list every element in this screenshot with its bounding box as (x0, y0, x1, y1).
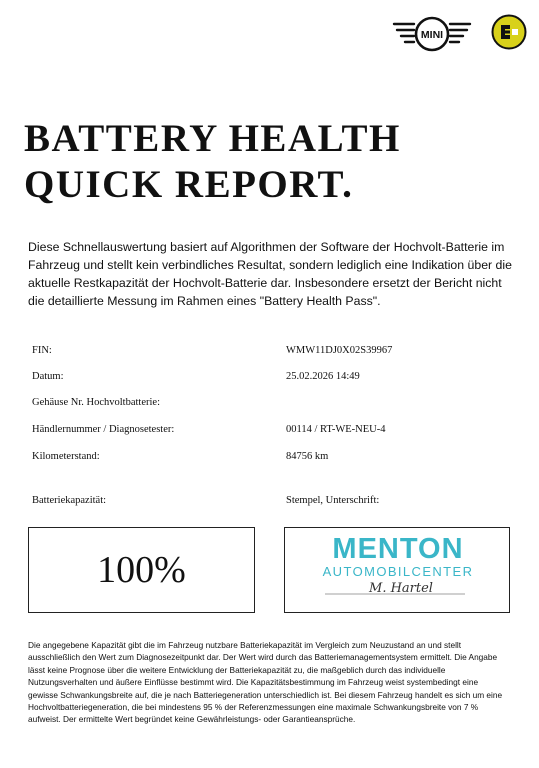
stamp-company: MENTON (332, 533, 464, 565)
mini-logo-text: MINI (420, 29, 444, 41)
stamp-subtitle: AUTOMOBILCENTER (322, 564, 474, 579)
field-value-mileage: 84756 km (286, 451, 329, 462)
disclaimer-text: Die angegebene Kapazität gibt die im Fahrzeug nutzbare Batteriekapazität im Vergleich zum Neuzustand an und stellt ausschließlich den Wert zum Diagnosezeitpunkt dar. Der Wert wird durch das Batteriemanagementsystem ermittelt. Die Angabe lässt keine Prognose über die weitere Entwicklung der Batteriekapazität zu, die maßgeblich durch das individuelle Nutzungsverhalten und äußere Einflüsse bestimmt wird. Die Kapazitätsbestimmung im Fahrzeug weist systembedingt eine gewisse Schwankungsbreite auf, die je nach Batteriegeneration unterschiedlich ist. Bei diesem Fahrzeug handelt es sich um eine Hochvoltbatteriegeneration, die bei mindestens 95 % der Referenzmessungen eine maximale Schwankungsbreite von 7 % aufweist. Der ermittelte Wert begründet keine Gewährleistungs- oder Garantieansprüche. (28, 640, 503, 725)
mini-logo (392, 14, 472, 54)
report-title (24, 116, 524, 208)
capacity-box (28, 527, 255, 613)
stamp-label: Stempel, Unterschrift: (286, 495, 380, 506)
stamp-signature: M. Hartel (369, 581, 433, 596)
capacity-label: Batteriekapazität: (32, 495, 107, 506)
field-label-date: Datum: (32, 371, 64, 382)
field-label-mileage: Kilometerstand: (32, 451, 100, 462)
capacity-value: 100% (97, 549, 186, 591)
field-label-fin: FIN: (32, 345, 52, 356)
field-label-battery-housing: Gehäuse Nr. Hochvoltbatterie: (32, 397, 160, 408)
intro-text: Diese Schnellauswertung basiert auf Algorithmen der Software der Hochvolt-Batterie im Fahrzeug und stellt kein verbindliches Resultat, sondern lediglich eine Indikation über die aktuelle Restkapazität der Hochvolt-Batterie dar. Insbesondere ersetzt der Bericht nicht die detaillierte Messung im Rahmen eines "Battery Health Pass". (28, 240, 512, 308)
title-line: BATTERY HEALTH (24, 117, 401, 160)
stamp-box (284, 527, 510, 613)
field-value-date: 25.02.2026 14:49 (286, 371, 360, 382)
field-label-dealer: Händlernummer / Diagnosetester: (32, 424, 175, 435)
field-value-fin: WMW11DJ0X02S39967 (286, 345, 393, 356)
electric-badge-icon (491, 14, 527, 50)
field-value-dealer: 00114 / RT-WE-NEU-4 (286, 424, 386, 435)
title-line: QUICK REPORT. (24, 163, 354, 206)
dealer-stamp (285, 528, 511, 614)
